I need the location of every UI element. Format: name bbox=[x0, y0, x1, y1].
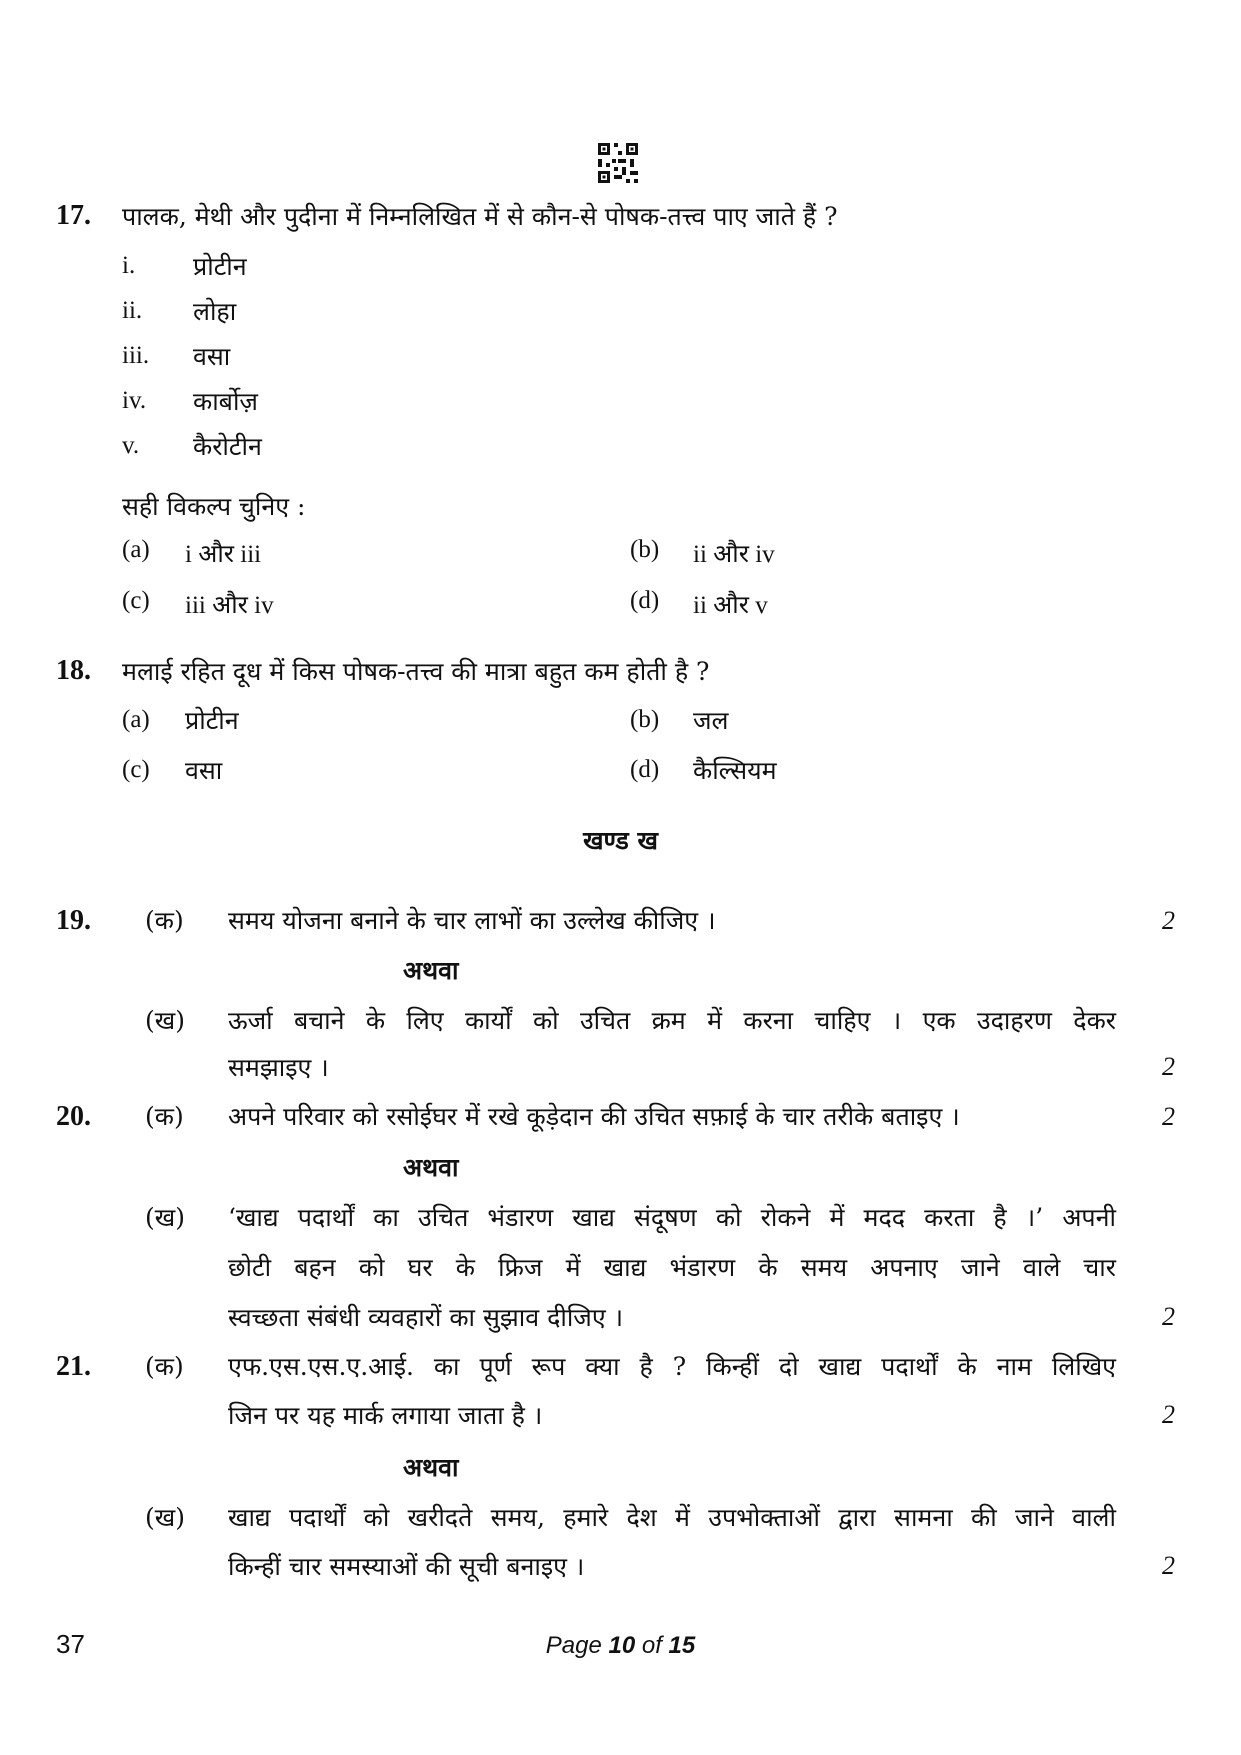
q19-kha-label: (ख) bbox=[145, 1006, 185, 1035]
paper-code: 37 bbox=[56, 1629, 85, 1659]
q21-ka-marks: 2 bbox=[1162, 1400, 1175, 1429]
q20-kha-marks: 2 bbox=[1162, 1302, 1175, 1331]
q17-option-c-text: iii और iv bbox=[185, 592, 274, 619]
question-18-number: 18. bbox=[56, 655, 91, 686]
q19-kha-line: ऊर्जा बचाने के लिए कार्यों को उचित क्रम में करना चाहिए । एक उदाहरण देकर bbox=[228, 1006, 1116, 1035]
q20-ka-text: अपने परिवार को रसोईघर में रखे कूड़ेदान की उचित सफ़ाई के चार तरीके बताइए । bbox=[228, 1102, 960, 1131]
q19-or: अथवा bbox=[403, 956, 459, 985]
q19-ka-marks: 2 bbox=[1162, 906, 1175, 935]
q17-option-d-label: (d) bbox=[630, 587, 660, 614]
q17-option-d-text: ii और v bbox=[693, 592, 768, 619]
q17-option-a-text: i और iii bbox=[185, 541, 262, 568]
page-of: of bbox=[641, 1632, 662, 1659]
q17-option-b-text: ii और iv bbox=[693, 541, 775, 568]
q18-option-d-text: कैल्सियम bbox=[693, 756, 777, 785]
q18-option-c-text: वसा bbox=[185, 756, 223, 785]
q21-ka-line: जिन पर यह मार्क लगाया जाता है । bbox=[228, 1401, 543, 1430]
q18-option-b-text: जल bbox=[693, 706, 729, 735]
q19-ka-text: समय योजना बनाने के चार लाभों का उल्लेख कीजिए । bbox=[228, 906, 716, 935]
q17-item-number: v. bbox=[122, 432, 140, 459]
q20-kha-line: ‘खाद्य पदार्थों का उचित भंडारण खाद्य संदूषण को रोकने में मदद करता है ।’ अपनी bbox=[228, 1203, 1116, 1232]
q17-item-number: i. bbox=[122, 252, 136, 279]
q21-kha-line: खाद्य पदार्थों को खरीदते समय, हमारे देश में उपभोक्ताओं द्वारा सामना की जाने वाली bbox=[228, 1503, 1116, 1532]
q19-kha-line: समझाइए । bbox=[228, 1053, 329, 1082]
q17-item-number: iii. bbox=[122, 342, 150, 369]
q21-kha-marks: 2 bbox=[1162, 1551, 1175, 1580]
q20-or: अथवा bbox=[403, 1153, 459, 1182]
question-21-number: 21. bbox=[56, 1351, 91, 1382]
q21-ka-label: (क) bbox=[145, 1352, 184, 1381]
q20-kha-line: स्वच्छता संबंधी व्यवहारों का सुझाव दीजिए । bbox=[228, 1303, 624, 1332]
question-18-text: मलाई रहित दूध में किस पोषक-तत्त्व की मात्रा बहुत कम होती है ? bbox=[122, 657, 710, 686]
q20-ka-marks: 2 bbox=[1162, 1102, 1175, 1131]
q20-ka-label: (क) bbox=[145, 1102, 184, 1131]
q17-instruction: सही विकल्प चुनिए : bbox=[122, 492, 306, 521]
q21-kha-line: किन्हीं चार समस्याओं की सूची बनाइए । bbox=[228, 1552, 585, 1581]
q19-ka-label: (क) bbox=[145, 906, 184, 935]
question-17-text: पालक, मेथी और पुदीना में निम्नलिखित में से कौन-से पोषक-तत्त्व पाए जाते हैं ? bbox=[122, 202, 838, 231]
q17-option-a-label: (a) bbox=[122, 536, 150, 563]
q21-or: अथवा bbox=[403, 1453, 459, 1482]
q20-kha-label: (ख) bbox=[145, 1203, 185, 1232]
q19-kha-marks: 2 bbox=[1162, 1052, 1175, 1081]
q17-option-c-label: (c) bbox=[122, 587, 150, 614]
q17-item-text: कार्बोज़ bbox=[193, 387, 258, 416]
q17-item-text: लोहा bbox=[193, 297, 237, 326]
q18-option-a-label: (a) bbox=[122, 706, 150, 733]
question-17-number: 17. bbox=[56, 200, 91, 231]
page-current: 10 bbox=[608, 1632, 636, 1659]
qr-code-icon bbox=[598, 143, 638, 183]
q21-ka-line: एफ.एस.एस.ए.आई. का पूर्ण रूप क्या है ? किन्हीं दो खाद्य पदार्थों के नाम लिखिए bbox=[228, 1352, 1116, 1381]
q20-kha-line: छोटी बहन को घर के फ्रिज में खाद्य भंडारण के समय अपनाए जाने वाले चार bbox=[228, 1253, 1116, 1282]
q17-item-number: iv. bbox=[122, 387, 147, 414]
q17-item-number: ii. bbox=[122, 297, 143, 324]
q21-kha-label: (ख) bbox=[145, 1503, 185, 1532]
page-total: 15 bbox=[668, 1632, 696, 1659]
q17-option-b-label: (b) bbox=[630, 536, 660, 563]
q18-option-a-text: प्रोटीन bbox=[185, 706, 239, 735]
q17-item-text: प्रोटीन bbox=[193, 252, 247, 281]
q17-item-text: कैरोटीन bbox=[193, 432, 262, 461]
q17-item-text: वसा bbox=[193, 342, 231, 371]
q18-option-c-label: (c) bbox=[122, 756, 150, 783]
q18-option-b-label: (b) bbox=[630, 706, 660, 733]
page-word: Page bbox=[545, 1632, 602, 1659]
question-19-number: 19. bbox=[56, 905, 91, 936]
page-indicator bbox=[0, 1632, 1241, 1660]
question-20-number: 20. bbox=[56, 1101, 91, 1132]
section-heading: खण्ड ख bbox=[583, 826, 658, 855]
q18-option-d-label: (d) bbox=[630, 756, 660, 783]
